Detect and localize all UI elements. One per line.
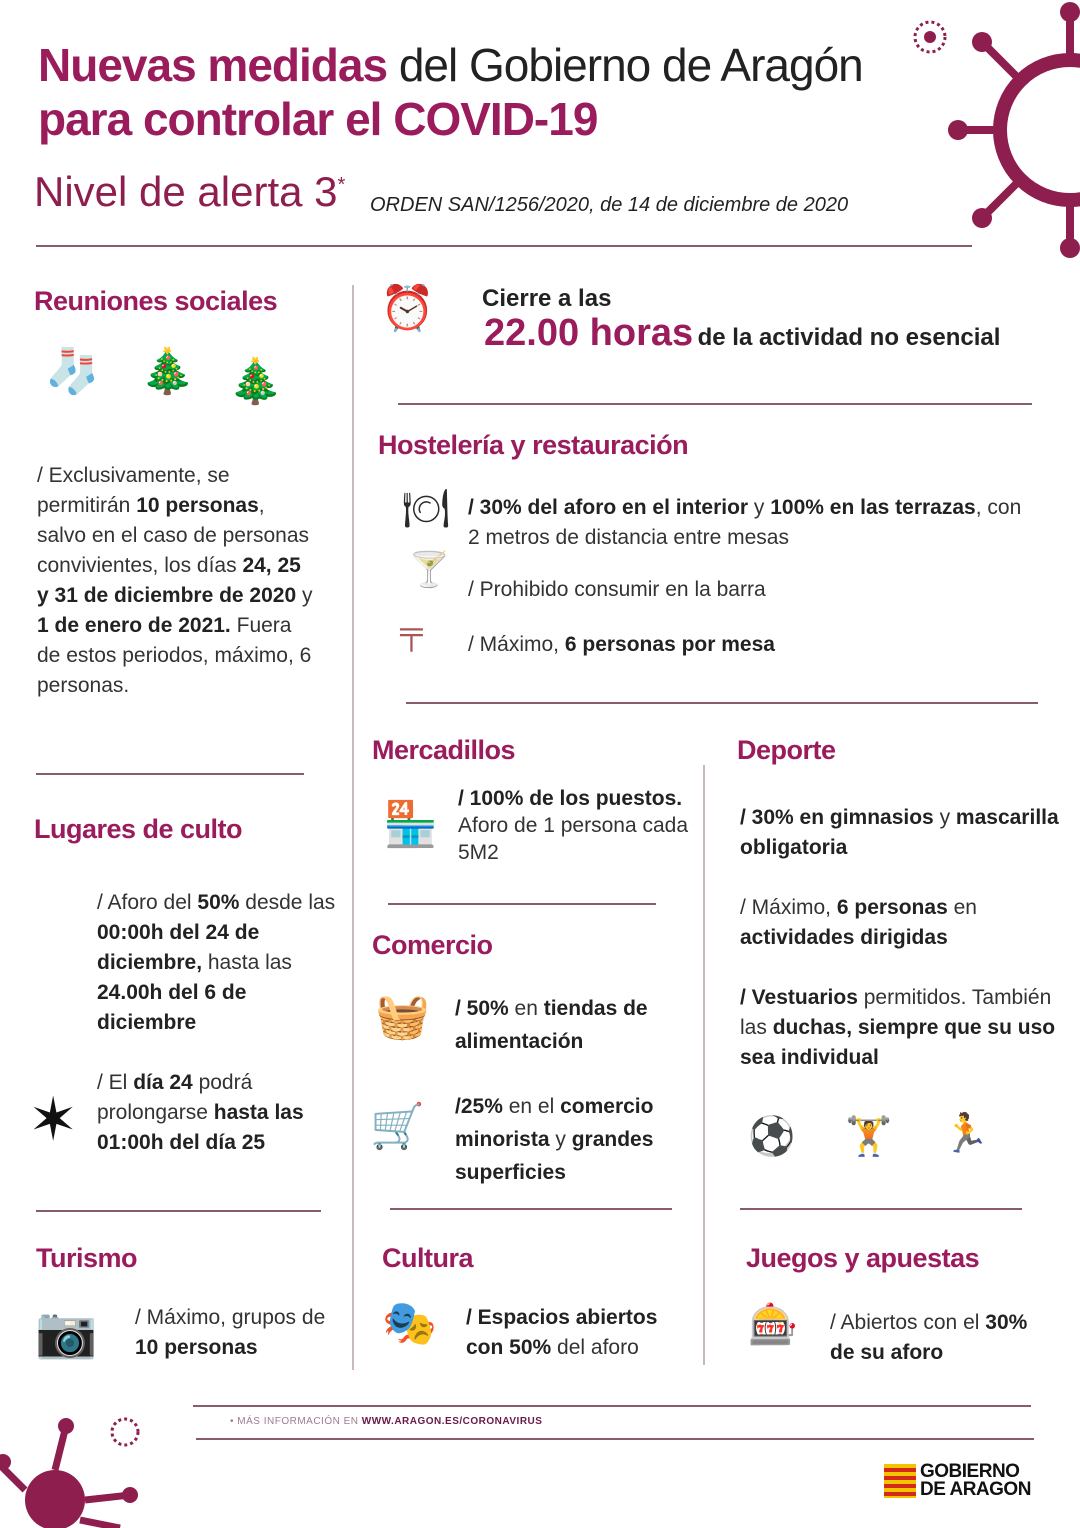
text-segment: / El [97,1071,134,1094]
more-info: • MÁS INFORMACIÓN EN WWW.ARAGON.ES/CORONAVIRUS [230,1416,543,1427]
title-part: del Gobierno de Aragón [387,39,863,91]
text-segment: / Abiertos con el [830,1311,986,1334]
virus-icon-bottom [0,1410,150,1528]
mercadillos-text [458,785,688,866]
camera-icon: 📷 [35,1304,98,1360]
text-segment: Aforo de 1 persona cada 5M2 [458,814,688,864]
virus-icon [940,0,1080,260]
cultura-text [466,1303,696,1363]
text-segment: / Exclusivamente, se permitirán [37,464,230,517]
text-segment: del aforo [551,1336,639,1359]
text-segment: 6 personas [836,896,948,919]
cocktail-icon: 🍸 [408,551,451,589]
curfew-post: de la actividad no esencial [697,324,1001,351]
heading-mercadillos: Mercadillos [372,735,516,765]
cloche-icon: 🍽 [402,488,451,530]
text-segment: podrá prolongarse [97,1071,253,1124]
text-segment: duchas, siempre que su uso sea individual [740,1016,1056,1069]
text-segment: 30% de su aforo [830,1311,1028,1364]
heading-hosteleria: Hostelería y restauración [378,430,689,460]
text-segment: permitidos. También las [740,986,1052,1039]
turismo-text [135,1303,335,1363]
text-segment: 00:00h del 24 de diciembre, [97,921,260,974]
text-segment: / Vestuarios [740,986,858,1009]
culto-item [97,1068,337,1158]
text-segment: / Máximo, [468,633,565,656]
grocery-basket-icon: 🧺 [375,992,430,1041]
sparkle-icon: ✶ [28,1086,79,1153]
text-segment: 1 de enero de 2021. [37,614,231,637]
text-segment: / Máximo, [740,896,837,919]
curfew-pre: Cierre a las [482,285,612,312]
soccer-ball-icon: ⚽ [748,1116,796,1158]
order-reference: ORDEN SAN/1256/2020, de 14 de diciembre de 2020 [370,194,849,216]
theater-masks-icon: 🎭 [382,1299,437,1348]
text-segment: en el [502,1095,561,1118]
weightlifting-icon: 🏋 [845,1116,893,1158]
text-segment: Fuera de estos periodos, máximo, 6 personas. [37,614,312,697]
text-segment: 6 personas por mesa [564,633,775,656]
text-segment: 50% [197,891,240,914]
curfew-time: 22.00 horas [484,312,694,354]
aragon-flag-icon [884,1464,916,1498]
shopping-cart-icon: 🛒 [370,1102,425,1151]
market-stall-icon: 🏪 [383,800,438,849]
heading-deporte: Deporte [737,735,836,765]
text-segment: y [933,806,956,829]
hosteleria-item [468,630,1028,660]
text-segment: desde las [239,891,336,914]
juegos-text [830,1308,1030,1368]
title-part: para controlar el COVID-19 [38,93,598,145]
hosteleria-item [468,575,1028,605]
small-virus-icon [905,12,955,62]
culto-item [97,888,347,1038]
runner-icon: 🏃 [942,1113,990,1155]
alarm-clock-icon: ⏰ [380,284,435,333]
text-segment: hasta las [202,951,292,974]
text-segment: 24.00h del 6 de diciembre [97,981,247,1034]
text-segment: grandes superficies [455,1128,654,1184]
text-segment: 24, 25 y 31 de diciembre de 2020 [37,554,301,607]
heading-turismo: Turismo [36,1243,138,1273]
text-segment: tiendas de alimentación [455,997,648,1053]
gobierno-aragon-logo: GOBIERNO DE ARAGON [884,1463,1031,1499]
ornaments-icon: 🎄 [228,357,283,406]
poker-chips-icon: 🎰 [748,1303,798,1347]
text-segment: , salvo en el caso de personas convivientes, los días [37,494,310,577]
text-segment: en [947,896,977,919]
text-segment: / 100% de los puestos. [458,787,683,810]
text-segment: hasta las 01:00h del día 25 [97,1101,304,1154]
heading-culto: Lugares de culto [34,814,243,844]
heading-comercio: Comercio [372,930,493,960]
reuniones-text [37,461,317,701]
text-segment: comercio minorista [455,1095,654,1151]
text-segment: mascarilla obligatoria [740,806,1059,859]
text-segment: / Espacios abiertos con 50% [466,1306,658,1359]
more-info-link[interactable]: WWW.ARAGON.ES/CORONAVIRUS [361,1416,543,1427]
heading-juegos: Juegos y apuestas [746,1243,980,1273]
heading-reuniones: Reuniones sociales [34,286,278,316]
text-segment: / 50% [455,997,509,1020]
text-segment: y [549,1128,572,1151]
text-segment: día 24 [133,1071,193,1094]
deporte-item [740,983,1060,1073]
heading-cultura: Cultura [382,1243,473,1273]
text-segment: /25% [455,1095,503,1118]
text-segment: en [508,997,544,1020]
text-segment: y [296,584,313,607]
text-segment: 10 personas [135,1336,258,1359]
alert-level: Nivel de alerta 3* [34,168,346,215]
comercio-item [455,992,695,1058]
text-segment: / Aforo del [97,891,198,914]
stocking-icon: 🧦 [45,347,100,396]
text-segment: y [748,496,771,519]
christmas-tree-icon: 🎄 [140,347,195,396]
text-segment: / Máximo, grupos de [135,1306,326,1329]
page-title [38,38,898,146]
deporte-item [740,893,1060,953]
deporte-item [740,803,1060,863]
text-segment: 10 personas [136,494,259,517]
text-segment: / 30% del aforo en el interior [468,496,749,519]
text-segment: actividades dirigidas [740,926,948,949]
hosteleria-item [468,493,1028,553]
table-chairs-icon: ╤ [400,613,423,649]
title-part: Nuevas medidas [38,39,388,91]
curfew [484,312,1000,355]
text-segment: / 30% en gimnasios [740,806,934,829]
text-segment: , con 2 metros de distancia entre mesas [468,496,1022,549]
text-segment: 100% en las terrazas [770,496,976,519]
comercio-item [455,1090,695,1189]
text-segment: / Prohibido consumir en la barra [468,578,766,601]
